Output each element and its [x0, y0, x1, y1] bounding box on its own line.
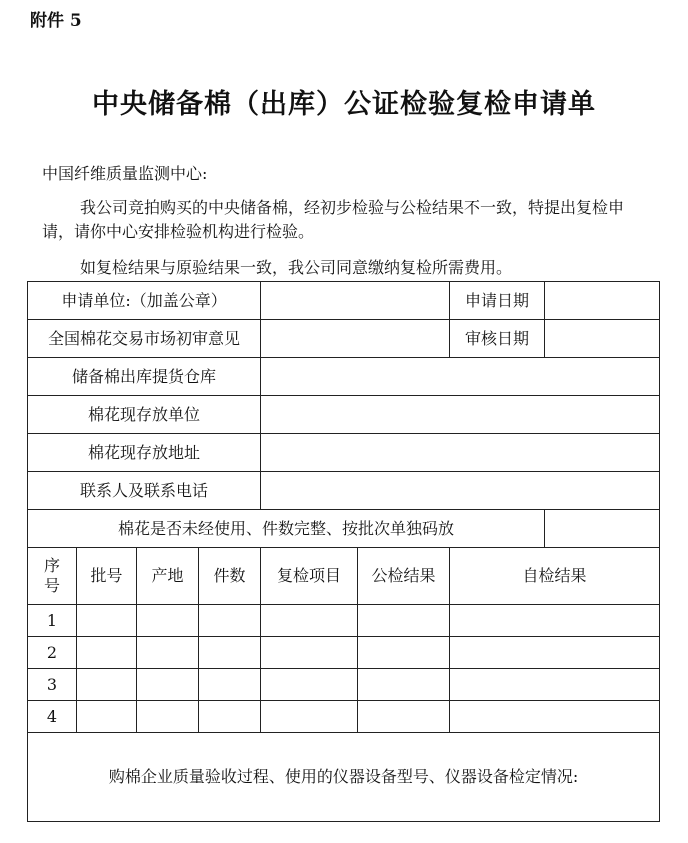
- cell-official[interactable]: [358, 701, 450, 733]
- cell-official[interactable]: [358, 605, 450, 637]
- storage-unit-label: 棉花现存放单位: [28, 396, 261, 434]
- storage-address-label: 棉花现存放地址: [28, 434, 261, 472]
- cell-self[interactable]: [450, 669, 660, 701]
- review-opinion-label: 全国棉花交易市场初审意见: [28, 320, 261, 358]
- table-row: [28, 605, 660, 637]
- cell-items[interactable]: [261, 669, 358, 701]
- cell-count[interactable]: [199, 669, 261, 701]
- row-number: 4: [28, 701, 77, 733]
- cell-self[interactable]: [450, 605, 660, 637]
- page-title: 中央储备棉（出库）公证检验复检申请单: [92, 89, 596, 120]
- contact-label: 联系人及联系电话: [28, 472, 261, 510]
- cell-items[interactable]: [261, 701, 358, 733]
- col-header-items: 复检项目: [261, 548, 358, 605]
- warehouse-value[interactable]: [261, 358, 660, 396]
- col-header-count: 件数: [199, 548, 261, 605]
- cell-items[interactable]: [261, 637, 358, 669]
- apply-date-value[interactable]: [545, 282, 660, 320]
- letter-body-1: 我公司竞拍购买的中央储备棉，经初步检验与公检结果不一致，特提出复检申请，请你中心安排检验机构进行检验。: [42, 198, 625, 241]
- cell-items[interactable]: [261, 605, 358, 637]
- condition-label: 棉花是否未经使用、件数完整、按批次单独码放: [28, 510, 545, 548]
- cell-count[interactable]: [199, 605, 261, 637]
- row-contact: [28, 472, 660, 510]
- col-header-seq: [28, 548, 77, 605]
- cell-origin[interactable]: [137, 701, 199, 733]
- row-review-opinion: [28, 320, 660, 358]
- table-row: [28, 669, 660, 701]
- col-header-origin: 产地: [137, 548, 199, 605]
- row-applicant: [28, 282, 660, 320]
- cell-count[interactable]: [199, 637, 261, 669]
- cell-origin[interactable]: [137, 637, 199, 669]
- cell-official[interactable]: [358, 637, 450, 669]
- apply-date-label: 申请日期: [450, 282, 545, 320]
- condition-value[interactable]: [545, 510, 660, 548]
- cell-batch[interactable]: [77, 701, 137, 733]
- storage-unit-value[interactable]: [261, 396, 660, 434]
- cell-batch[interactable]: [77, 637, 137, 669]
- row-number: 2: [28, 637, 77, 669]
- row-warehouse: [28, 358, 660, 396]
- storage-address-value[interactable]: [261, 434, 660, 472]
- review-date-label: 审核日期: [450, 320, 545, 358]
- letter-body-2: 如复检结果与原验结果一致，我公司同意缴纳复检所需费用。: [80, 258, 513, 277]
- warehouse-label: 储备棉出库提货仓库: [28, 358, 261, 396]
- row-column-headers: [28, 548, 660, 605]
- table-row: [28, 701, 660, 733]
- bottom-note-label: 购棉企业质量验收过程、使用的仪器设备型号、仪器设备检定情况:: [108, 767, 579, 786]
- col-header-official: 公检结果: [358, 548, 450, 605]
- cell-self[interactable]: [450, 701, 660, 733]
- cell-official[interactable]: [358, 669, 450, 701]
- row-condition: [28, 510, 660, 548]
- review-opinion-value[interactable]: [261, 320, 450, 358]
- cell-batch[interactable]: [77, 669, 137, 701]
- row-number: 3: [28, 669, 77, 701]
- letter-greeting: 中国纤维质量监测中心:: [42, 164, 208, 183]
- col-header-self: 自检结果: [450, 548, 660, 605]
- cell-origin[interactable]: [137, 605, 199, 637]
- applicant-value[interactable]: [261, 282, 450, 320]
- col-header-batch: 批号: [77, 548, 137, 605]
- table-row: [28, 637, 660, 669]
- cell-self[interactable]: [450, 637, 660, 669]
- attachment-label: 附件 5: [30, 11, 82, 31]
- cell-batch[interactable]: [77, 605, 137, 637]
- application-form-table: [27, 281, 660, 822]
- row-bottom-note: [28, 733, 660, 822]
- col-header-seq-line1: 序: [43, 556, 60, 575]
- cell-count[interactable]: [199, 701, 261, 733]
- cell-origin[interactable]: [137, 669, 199, 701]
- row-number: 1: [28, 605, 77, 637]
- row-storage-unit: [28, 396, 660, 434]
- applicant-label: 申请单位:（加盖公章）: [28, 282, 261, 320]
- col-header-seq-line2: 号: [43, 576, 60, 595]
- contact-value[interactable]: [261, 472, 660, 510]
- review-date-value[interactable]: [545, 320, 660, 358]
- row-storage-address: [28, 434, 660, 472]
- bottom-note-cell[interactable]: [28, 733, 660, 822]
